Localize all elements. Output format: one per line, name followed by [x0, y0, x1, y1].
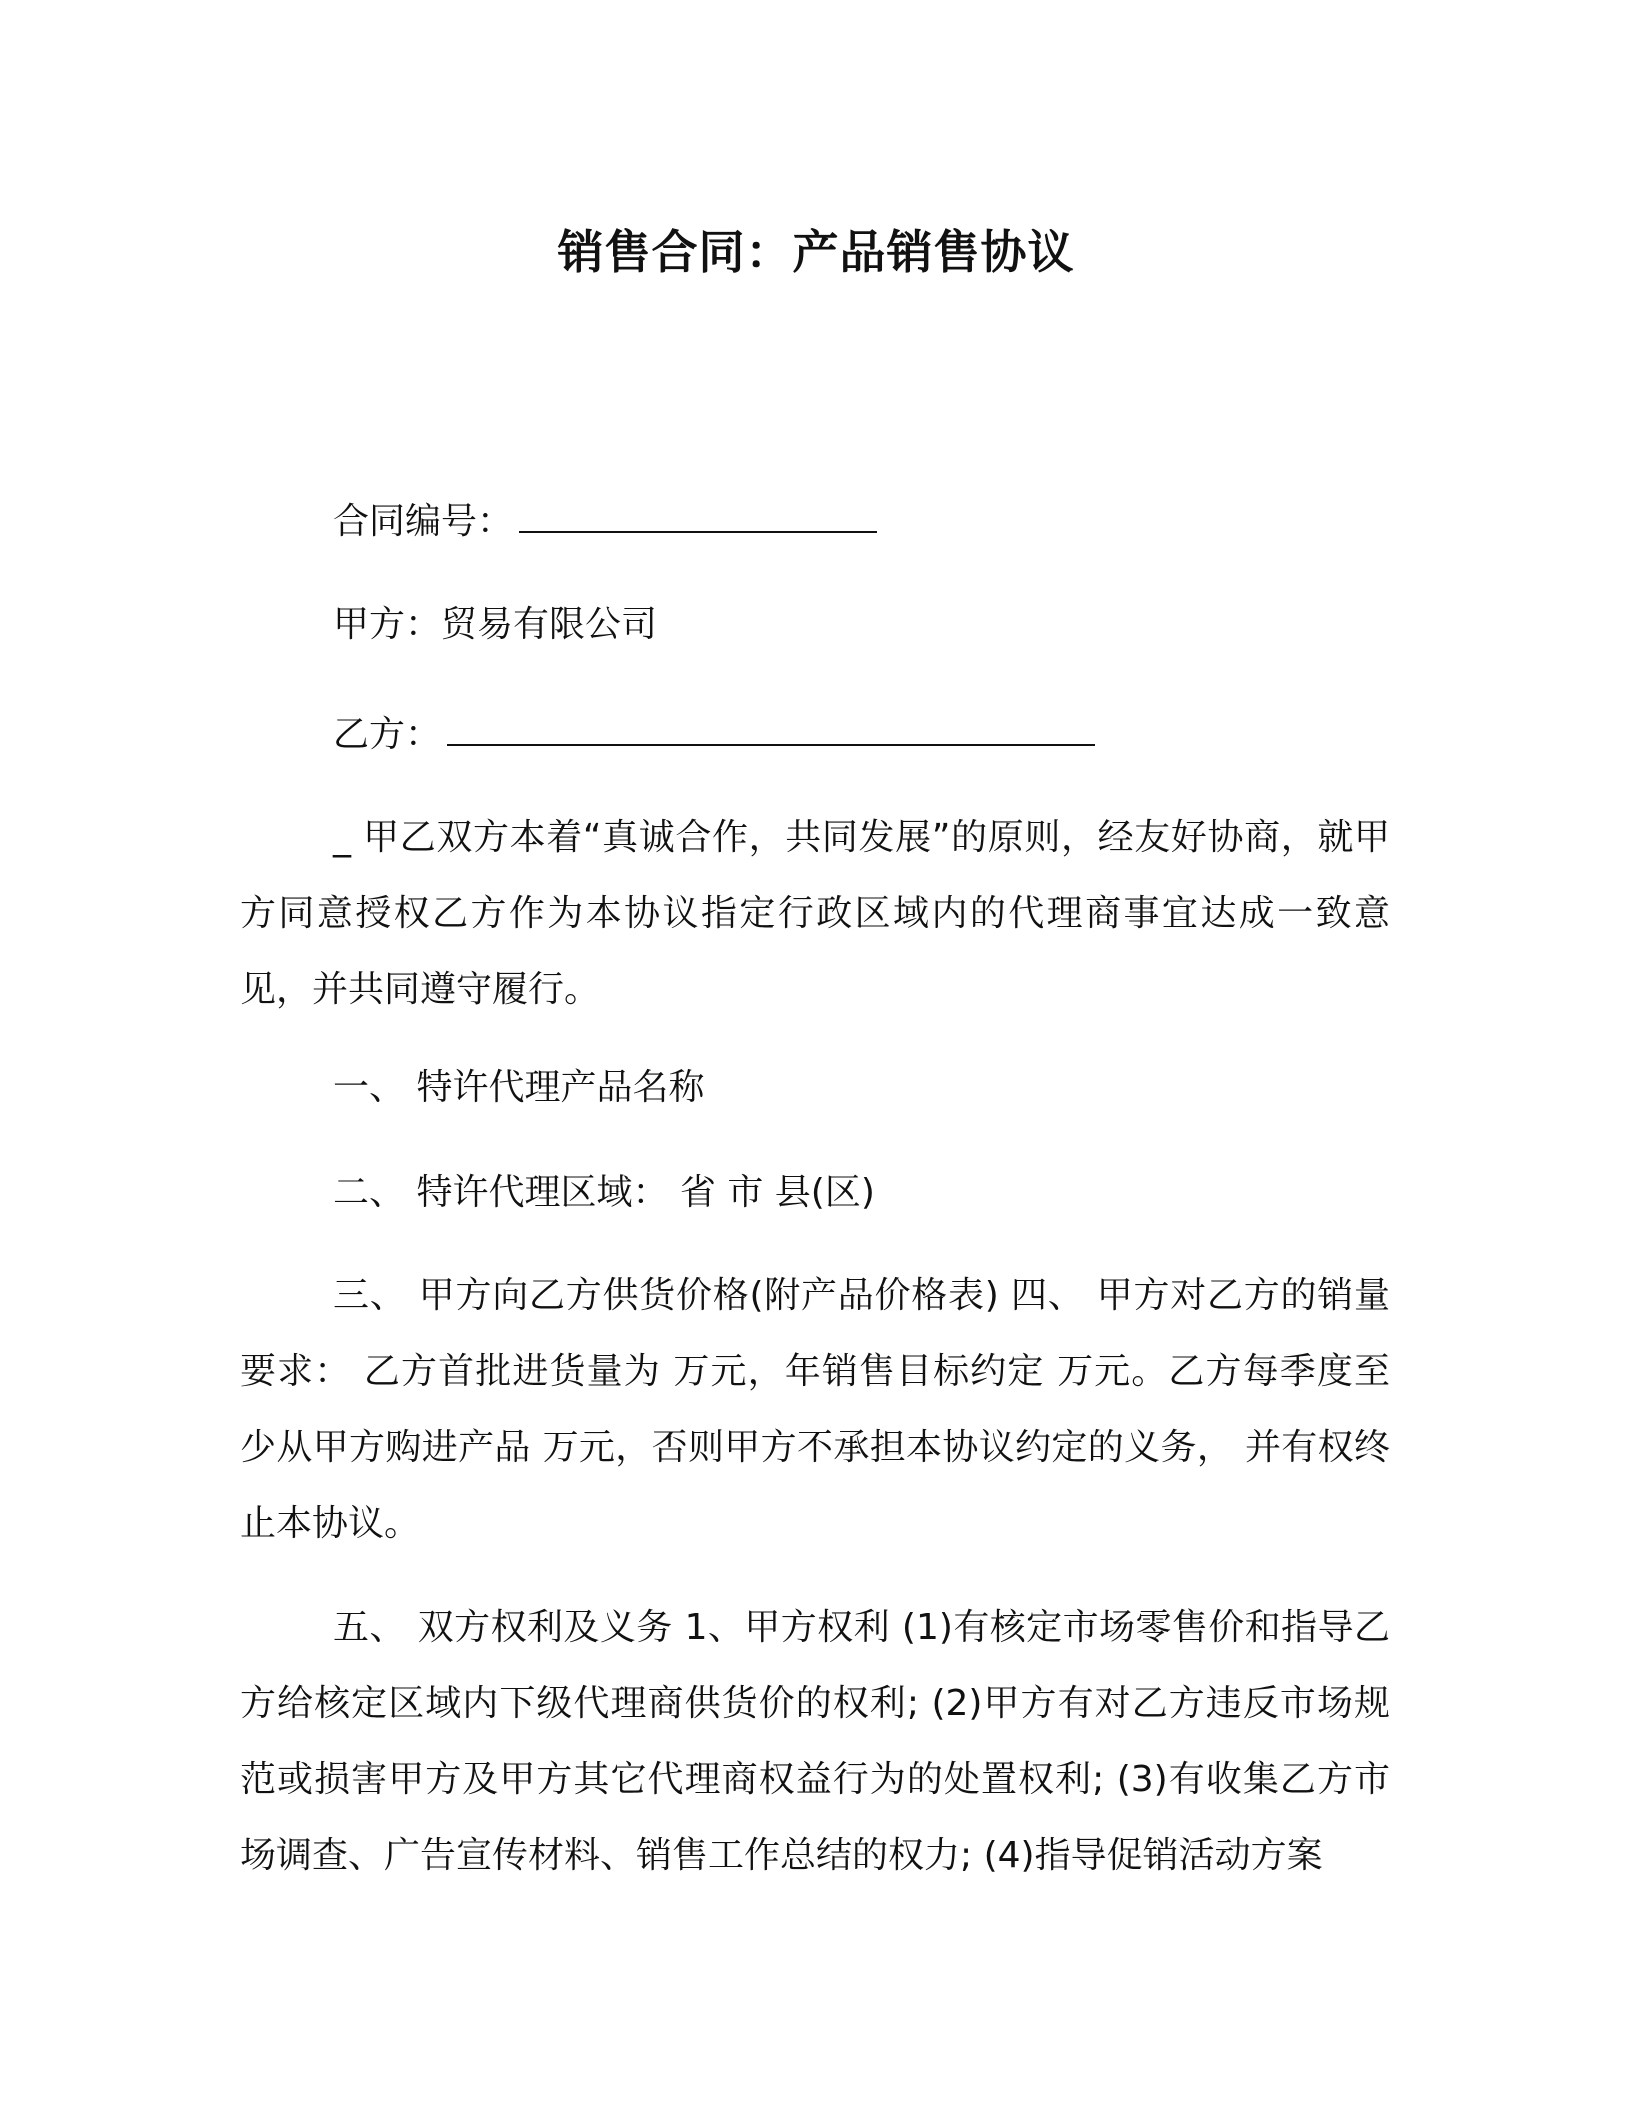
party-b-label: 乙方：: [333, 714, 442, 755]
document-title: 销售合同：产品销售协议: [557, 225, 1075, 279]
contract-number-field: [333, 495, 877, 547]
party-a-label: 甲方：: [333, 604, 442, 645]
party-a-field: [333, 600, 657, 650]
section-2-heading: 二、 特许代理区域： 省 市 县(区): [333, 1172, 875, 1213]
section-1-heading: 一、 特许代理产品名称: [333, 1067, 705, 1108]
section-3-paragraph: 三、 甲方向乙方供货价格(附产品价格表) 四、 甲方对乙方的销量要求： 乙方首批进货量为 万元，年销售目标约定 万元。乙方每季度至少从甲方购进产品 万元，否则甲方不承担本协议约定的义务， 并有权终止本协议。: [240, 1275, 1390, 1544]
intro-paragraph: _ 甲乙双方本着“真诚合作，共同发展”的原则，经友好协商，就甲方同意授权乙方作为本协议指定行政区域内的代理商事宜达成一致意见，并共同遵守履行。: [240, 817, 1390, 1010]
contract-number-label: 合同编号：: [333, 501, 514, 542]
party-b-blank: [447, 708, 1095, 746]
section-5-paragraph: 五、 双方权利及义务 1、甲方权利 (1)有核定市场零售价和指导乙方给核定区域内下级代理商供货价的权利; (2)甲方有对乙方违反市场规范或损害甲方及甲方其它代理商权益行为的处置权利; (3)有收集乙方市场调查、广告宣传材料、销售工作总结的权力; (4)指导促销活动方案: [240, 1607, 1390, 1876]
contract-number-blank: [519, 495, 877, 533]
party-a-value: 贸易有限公司: [441, 604, 658, 645]
party-b-field: [333, 708, 1095, 760]
